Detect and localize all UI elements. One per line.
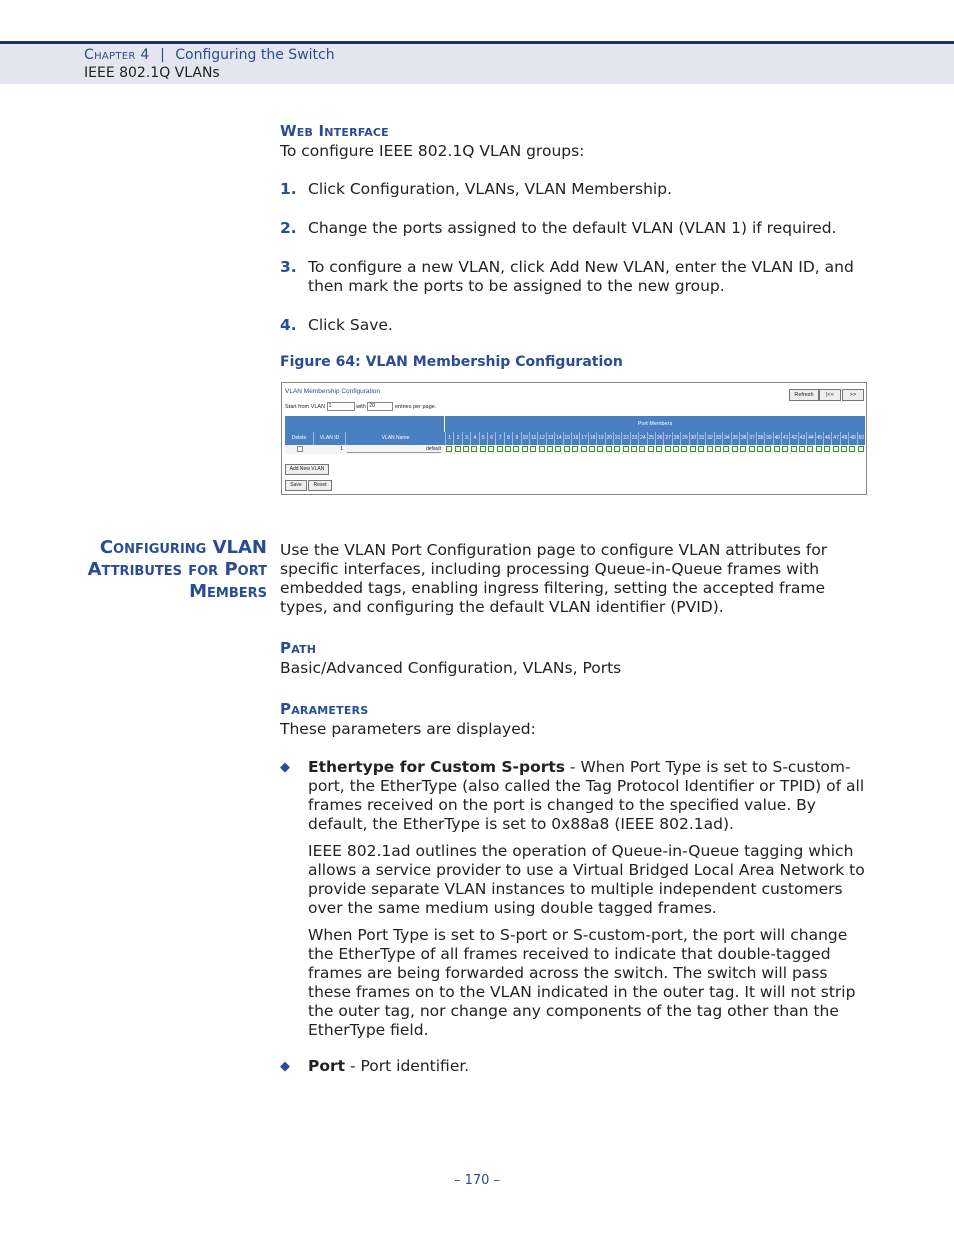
port-member-checkbox[interactable] <box>572 446 578 452</box>
vlan-membership-screenshot <box>281 382 867 495</box>
port-member-checkbox[interactable] <box>513 446 519 452</box>
port-member-checkbox[interactable] <box>681 446 687 452</box>
figure-caption: Figure 64: VLAN Membership Configuration <box>280 354 623 370</box>
port-member-checkbox[interactable] <box>665 446 671 452</box>
port-number-header: 5 <box>479 432 487 445</box>
port-number-header: 29 <box>680 432 688 445</box>
port-member-checkbox[interactable] <box>497 446 503 452</box>
port-member-checkbox[interactable] <box>463 446 469 452</box>
port-number-header: 45 <box>815 432 823 445</box>
port-number-header: 25 <box>647 432 655 445</box>
port-number-header: 38 <box>756 432 764 445</box>
port-number-header: 44 <box>806 432 814 445</box>
port-number-header: 50 <box>857 432 865 445</box>
port-member-checkbox[interactable] <box>555 446 561 452</box>
port-member-checkbox[interactable] <box>614 446 620 452</box>
start-vlan-input[interactable]: 1 <box>327 402 355 411</box>
section-side-heading <box>88 537 267 603</box>
chapter-line <box>84 47 335 63</box>
port-number-header: 49 <box>848 432 856 445</box>
param-paragraph: When Port Type is set to S-port or S-custom-port, the port will change the EtherType of all frames received to indicate that double-tagged frames are being forwarded across the switch. The switch will pass these frames on to the VLAN indicated in the outer tag. It will not strip the outer tag, nor change any components of the tag other than the EtherType field. <box>308 926 856 1039</box>
port-number-header: 8 <box>504 432 512 445</box>
port-member-checkbox[interactable] <box>673 446 679 452</box>
port-member-checkbox[interactable] <box>581 446 587 452</box>
port-member-checkbox[interactable] <box>564 446 570 452</box>
port-number-header: 15 <box>563 432 571 445</box>
port-member-checkbox[interactable] <box>690 446 696 452</box>
table-row <box>285 445 865 454</box>
side-heading-line: Configuring VLAN <box>99 537 267 558</box>
side-heading-line: Members <box>189 581 267 602</box>
parameters-heading: Parameters <box>280 700 369 718</box>
port-members-header: Port Members <box>445 416 865 432</box>
param-ethertype <box>308 758 873 834</box>
next-page-button[interactable]: >> <box>842 389 864 401</box>
port-member-checkbox[interactable] <box>455 446 461 452</box>
port-member-checkbox[interactable] <box>606 446 612 452</box>
web-interface-intro: To configure IEEE 802.1Q VLAN groups: <box>280 142 585 160</box>
port-number-header: 19 <box>596 432 604 445</box>
membership-table <box>285 416 865 458</box>
step-number: 3. <box>280 258 297 276</box>
port-member-checkbox[interactable] <box>522 446 528 452</box>
port-number-header: 14 <box>554 432 562 445</box>
header-separator: | <box>160 47 165 63</box>
port-number-header: 30 <box>689 432 697 445</box>
first-page-button[interactable]: |<< <box>819 389 841 401</box>
port-member-checkbox[interactable] <box>824 446 830 452</box>
param-port <box>308 1057 873 1076</box>
port-member-checkbox[interactable] <box>698 446 704 452</box>
col-vlan-id: VLAN ID <box>313 432 345 445</box>
port-number-header: 13 <box>546 432 554 445</box>
port-number-header: 16 <box>571 432 579 445</box>
port-member-checkbox[interactable] <box>841 446 847 452</box>
port-number-header: 43 <box>798 432 806 445</box>
port-number-header: 9 <box>512 432 520 445</box>
port-member-checkbox[interactable] <box>639 446 645 452</box>
port-member-checkbox[interactable] <box>816 446 822 452</box>
port-member-checkbox[interactable] <box>539 446 545 452</box>
port-number-header: 2 <box>453 432 461 445</box>
port-number-header: 39 <box>764 432 772 445</box>
param-paragraph: IEEE 802.1ad outlines the operation of Queue-in-Queue tagging which allows a service provider to use a Virtual Bridged Local Area Network to provide separate VLAN instances to multiple independent customers over the same medium using double tagged frames. <box>308 842 865 917</box>
port-member-checkbox[interactable] <box>849 446 855 452</box>
step-number: 4. <box>280 316 297 334</box>
port-number-header: 21 <box>613 432 621 445</box>
port-member-checkbox[interactable] <box>648 446 654 452</box>
port-member-checkbox[interactable] <box>530 446 536 452</box>
port-member-checkbox[interactable] <box>833 446 839 452</box>
port-member-checkbox[interactable] <box>446 446 452 452</box>
param-desc: - Port identifier. <box>345 1057 470 1075</box>
port-member-checkbox[interactable] <box>749 446 755 452</box>
port-member-checkbox[interactable] <box>782 446 788 452</box>
port-number-header: 28 <box>672 432 680 445</box>
port-member-checkbox[interactable] <box>858 446 864 452</box>
port-number-header: 31 <box>697 432 705 445</box>
port-number-header: 46 <box>823 432 831 445</box>
refresh-button[interactable]: Refresh <box>789 389 819 401</box>
bullet-icon: ◆ <box>280 760 290 775</box>
port-number-header: 34 <box>722 432 730 445</box>
port-member-checkbox[interactable] <box>791 446 797 452</box>
port-member-checkbox[interactable] <box>732 446 738 452</box>
port-number-header: 42 <box>789 432 797 445</box>
port-member-checkbox[interactable] <box>807 446 813 452</box>
step-number: 1. <box>280 180 297 198</box>
row-vlan-id: 1 <box>340 446 343 452</box>
port-number-header: 36 <box>739 432 747 445</box>
step-text: To configure a new VLAN, click Add New VLAN, enter the VLAN ID, and then mark the ports to be assigned to the new group. <box>308 258 854 295</box>
port-member-checkbox[interactable] <box>471 446 477 452</box>
port-member-checkbox[interactable] <box>597 446 603 452</box>
port-number-header: 12 <box>537 432 545 445</box>
port-member-checkbox[interactable] <box>488 446 494 452</box>
param-term: Port <box>308 1057 346 1075</box>
side-heading-line: Attributes for Port <box>87 559 267 580</box>
port-number-header: 23 <box>630 432 638 445</box>
port-number-header: 40 <box>773 432 781 445</box>
entries-label: entries per page. <box>394 403 437 410</box>
param-desc: - When Port Type is set to S-custom-port, the EtherType (also called the Tag Protocol Identifier or TPID) of all frames received on the port is changed to the specified value. By default, the EtherType is set to 0x88a8 (IEEE 802.1ad). <box>308 758 865 833</box>
port-member-checkbox[interactable] <box>723 446 729 452</box>
save-button[interactable]: Save <box>285 480 307 491</box>
port-member-checkbox[interactable] <box>707 446 713 452</box>
port-member-checkbox[interactable] <box>774 446 780 452</box>
step-text: Click Save. <box>308 316 393 334</box>
step-text: Change the ports assigned to the default VLAN (VLAN 1) if required. <box>308 219 837 237</box>
screenshot-title: VLAN Membership Configuration <box>285 388 381 395</box>
port-number-header: 3 <box>462 432 470 445</box>
port-number-header: 24 <box>638 432 646 445</box>
add-new-vlan-button[interactable]: Add New VLAN <box>285 464 329 475</box>
port-number-header: 6 <box>487 432 495 445</box>
port-member-checkbox[interactable] <box>547 446 553 452</box>
port-number-header: 7 <box>495 432 503 445</box>
port-member-checkbox[interactable] <box>631 446 637 452</box>
port-number-header: 11 <box>529 432 537 445</box>
port-member-checkbox[interactable] <box>799 446 805 452</box>
port-member-checkbox[interactable] <box>623 446 629 452</box>
port-number-header: 41 <box>781 432 789 445</box>
col-delete: Delete <box>291 435 307 441</box>
table-header-row <box>285 432 865 445</box>
port-number-header: 20 <box>605 432 613 445</box>
bullet-icon: ◆ <box>280 1059 290 1074</box>
chapter-title: Configuring the Switch <box>175 47 335 63</box>
paging-controls <box>285 402 436 411</box>
reset-button[interactable]: Reset <box>308 480 332 491</box>
port-member-checkbox[interactable] <box>505 446 511 452</box>
chapter-label: Chapter 4 <box>84 47 150 63</box>
row-vlan-name[interactable]: default <box>347 446 441 453</box>
start-label: Start from VLAN <box>285 403 326 410</box>
parameters-intro: These parameters are displayed: <box>280 720 536 738</box>
port-number-header: 35 <box>731 432 739 445</box>
path-text: Basic/Advanced Configuration, VLANs, Ports <box>280 659 622 677</box>
port-number-header: 22 <box>621 432 629 445</box>
port-member-checkbox[interactable] <box>715 446 721 452</box>
port-number-header: 26 <box>655 432 663 445</box>
port-number-header: 32 <box>705 432 713 445</box>
port-number-header: 47 <box>831 432 839 445</box>
running-header <box>0 41 954 84</box>
port-member-checkbox[interactable] <box>765 446 771 452</box>
port-number-header: 48 <box>840 432 848 445</box>
step-text: Click Configuration, VLANs, VLAN Membership. <box>308 180 673 198</box>
port-number-header: 27 <box>663 432 671 445</box>
path-heading: Path <box>280 639 317 657</box>
port-number-header: 37 <box>747 432 755 445</box>
with-label: with <box>356 403 366 410</box>
port-member-checkbox[interactable] <box>589 446 595 452</box>
table-header-blank <box>285 416 444 432</box>
web-interface-heading: Web Interface <box>280 122 389 140</box>
port-number-header: 17 <box>579 432 587 445</box>
entries-input[interactable]: 20 <box>367 402 393 411</box>
port-member-checkbox[interactable] <box>480 446 486 452</box>
delete-checkbox[interactable] <box>297 446 303 452</box>
page-number: – 170 – <box>453 1173 501 1188</box>
section-intro: Use the VLAN Port Configuration page to configure VLAN attributes for specific interfaces, including processing Queue-in-Queue frames with embedded tags, enabling ingress filtering, setting the accepted frame types, and configuring the default VLAN identifier (PVID). <box>280 541 828 616</box>
port-member-checkbox[interactable] <box>757 446 763 452</box>
section-title: IEEE 802.1Q VLANs <box>84 65 220 81</box>
port-number-header: 33 <box>714 432 722 445</box>
port-number-header: 18 <box>588 432 596 445</box>
col-vlan-name: VLAN Name <box>345 432 445 445</box>
param-term: Ethertype for Custom S-ports <box>308 758 565 776</box>
port-number-header: 1 <box>445 432 453 445</box>
step-number: 2. <box>280 219 297 237</box>
port-member-checkbox[interactable] <box>656 446 662 452</box>
port-member-checkbox[interactable] <box>740 446 746 452</box>
port-number-header: 4 <box>470 432 478 445</box>
port-number-header: 10 <box>521 432 529 445</box>
